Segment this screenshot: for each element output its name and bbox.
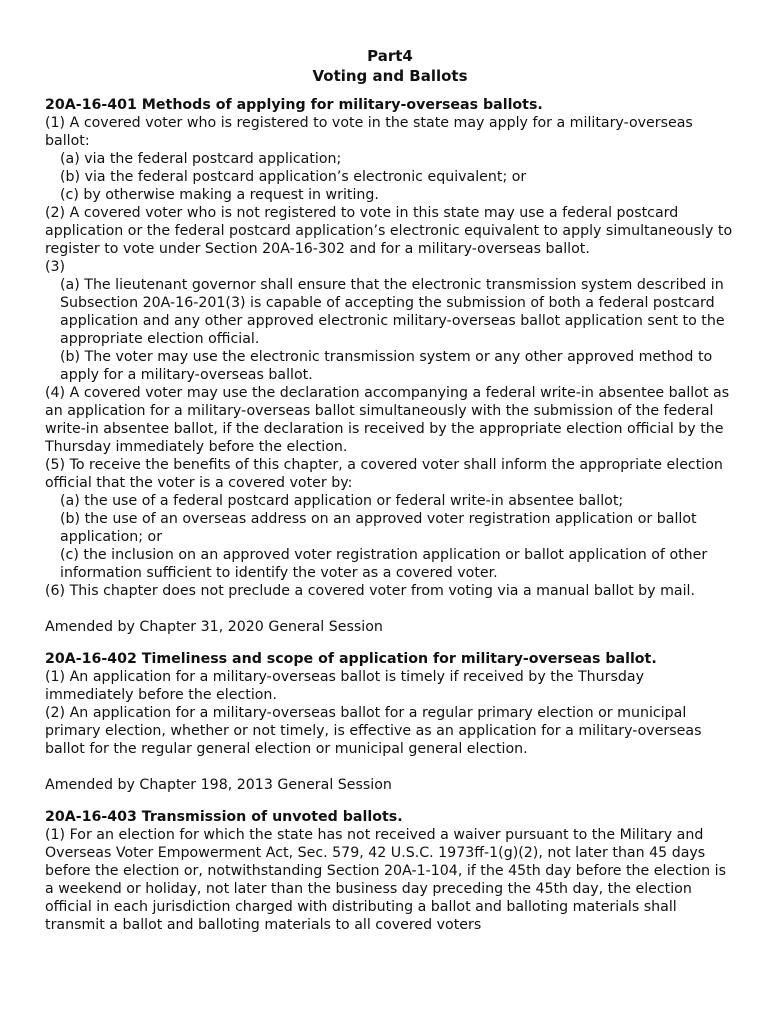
document-page <box>45 46 735 934</box>
subsection-1: (1) A covered voter who is registered to vote in the state may apply for a military-overseas ballot: <box>45 115 693 149</box>
section-heading: 20A-16-403 Transmission of unvoted ballots. <box>45 809 403 825</box>
subsection-1: (1) An application for a military-overseas ballot is timely if received by the Thursday immediately before the election. <box>45 669 644 703</box>
subsection-6: (6) This chapter does not preclude a covered voter from voting via a manual ballot by mail. <box>45 583 695 599</box>
subsection-5a: (a) the use of a federal postcard application or federal write-in absentee ballot; <box>60 493 624 509</box>
part-title: Voting and Ballots <box>312 67 468 85</box>
subsection-3: (3) <box>45 259 66 275</box>
subsection-1: (1) For an election for which the state has not received a waiver pursuant to the Military and Overseas Voter Empowerment Act, Sec. 579, 42 U.S.C. 1973ff-1(g)(2), not later than 45 days before the election or, notwithstanding Section 20A-1-104, if the 45th day before the election is a weekend or holiday, not later than the business day preceding the 45th day, the election official in each jurisdiction charged with distributing a ballot and balloting materials shall transmit a ballot and balloting materials to all covered voters <box>45 827 726 933</box>
subsection-5c: (c) the inclusion on an approved voter registration application or ballot application of other information sufficient to identify the voter as a covered voter. <box>60 547 708 581</box>
amendment-note: Amended by Chapter 31, 2020 General Session <box>45 619 383 635</box>
subsection-1a: (a) via the federal postcard application; <box>60 151 342 167</box>
section-20a-16-403 <box>45 808 735 934</box>
section-20a-16-401 <box>45 96 735 636</box>
subsection-3a: (a) The lieutenant governor shall ensure that the electronic transmission system described in Subsection 20A-16-201(3) is capable of accepting the submission of both a federal postcard application and any other approved electronic military-overseas ballot application sent to the appropriate election official. <box>60 277 725 347</box>
subsection-3b: (b) The voter may use the electronic transmission system or any other approved method to apply for a military-overseas ballot. <box>60 349 713 383</box>
subsection-2: (2) An application for a military-overseas ballot for a regular primary election or municipal primary election, whether or not timely, is effective as an application for a military-overseas ballot for the regular general election or municipal general election. <box>45 705 702 757</box>
amendment-note: Amended by Chapter 198, 2013 General Session <box>45 777 392 793</box>
subsection-5: (5) To receive the benefits of this chapter, a covered voter shall inform the appropriate election official that the voter is a covered voter by: <box>45 457 723 491</box>
subsection-1b: (b) via the federal postcard application’s electronic equivalent; or <box>60 169 527 185</box>
section-20a-16-402 <box>45 650 735 794</box>
section-heading: 20A-16-402 Timeliness and scope of application for military-overseas ballot. <box>45 651 657 667</box>
subsection-2: (2) A covered voter who is not registered to vote in this state may use a federal postcard application or the federal postcard application’s electronic equivalent to apply simultaneously to register to vote under Section 20A-16-302 and for a military-overseas ballot. <box>45 205 733 257</box>
part-number: Part4 <box>367 47 413 65</box>
subsection-5b: (b) the use of an overseas address on an approved voter registration application or ballot application; or <box>60 511 697 545</box>
section-heading: 20A-16-401 Methods of applying for military-overseas ballots. <box>45 97 543 113</box>
subsection-4: (4) A covered voter may use the declaration accompanying a federal write-in absentee ballot as an application for a military-overseas ballot simultaneously with the submission of the federal write-in absentee ballot, if the declaration is received by the appropriate election official by the Thursday immediately before the election. <box>45 385 730 455</box>
subsection-1c: (c) by otherwise making a request in writing. <box>60 187 379 203</box>
